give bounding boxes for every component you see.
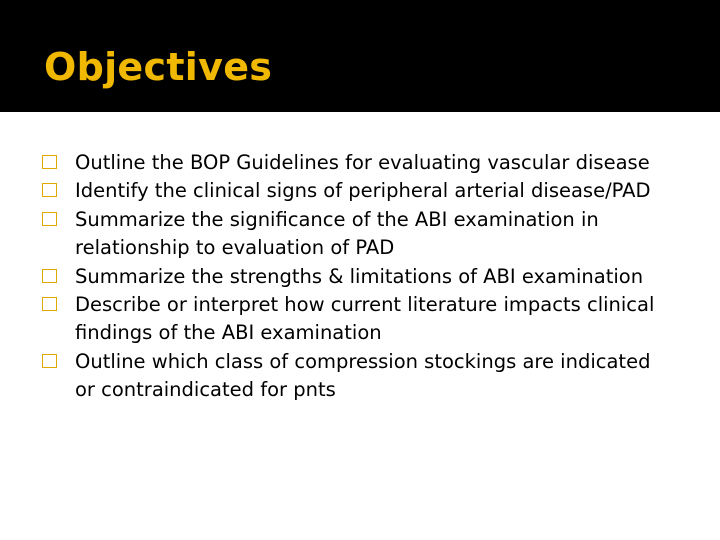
objective-text-2: Identify the clinical signs of peripheral arterial disease/PAD [75,179,651,203]
objective-text-1: Outline the BOP Guidelines for evaluating vascular disease [75,151,650,174]
title-banner [0,0,720,112]
objective-text-3: Summarize the significance of the ABI examination in relationship to evaluation of PAD [75,207,599,260]
square-bullet-icon [42,183,57,197]
square-bullet-icon [42,297,57,311]
objective-item-1 [42,149,662,177]
objective-text-5: Describe or interpret how current literature impacts clinical findings of the ABI examination [75,293,655,345]
slide-title: Objectives [44,45,273,89]
objective-text-6: Outline which class of compression stockings are indicated or contraindicated for pnts [75,349,651,402]
slide-content [0,112,720,540]
objective-item-6 [42,348,662,405]
objective-item-4 [42,263,662,291]
square-bullet-icon [42,354,57,368]
square-bullet-icon [42,269,57,283]
objective-item-3 [42,206,662,263]
square-bullet-icon [42,212,57,226]
objective-item-5 [42,291,662,348]
objectives-list [42,149,662,405]
square-bullet-icon [42,155,57,169]
objective-item-2 [42,177,662,205]
objective-text-4: Summarize the strengths & limitations of ABI examination [75,264,644,288]
